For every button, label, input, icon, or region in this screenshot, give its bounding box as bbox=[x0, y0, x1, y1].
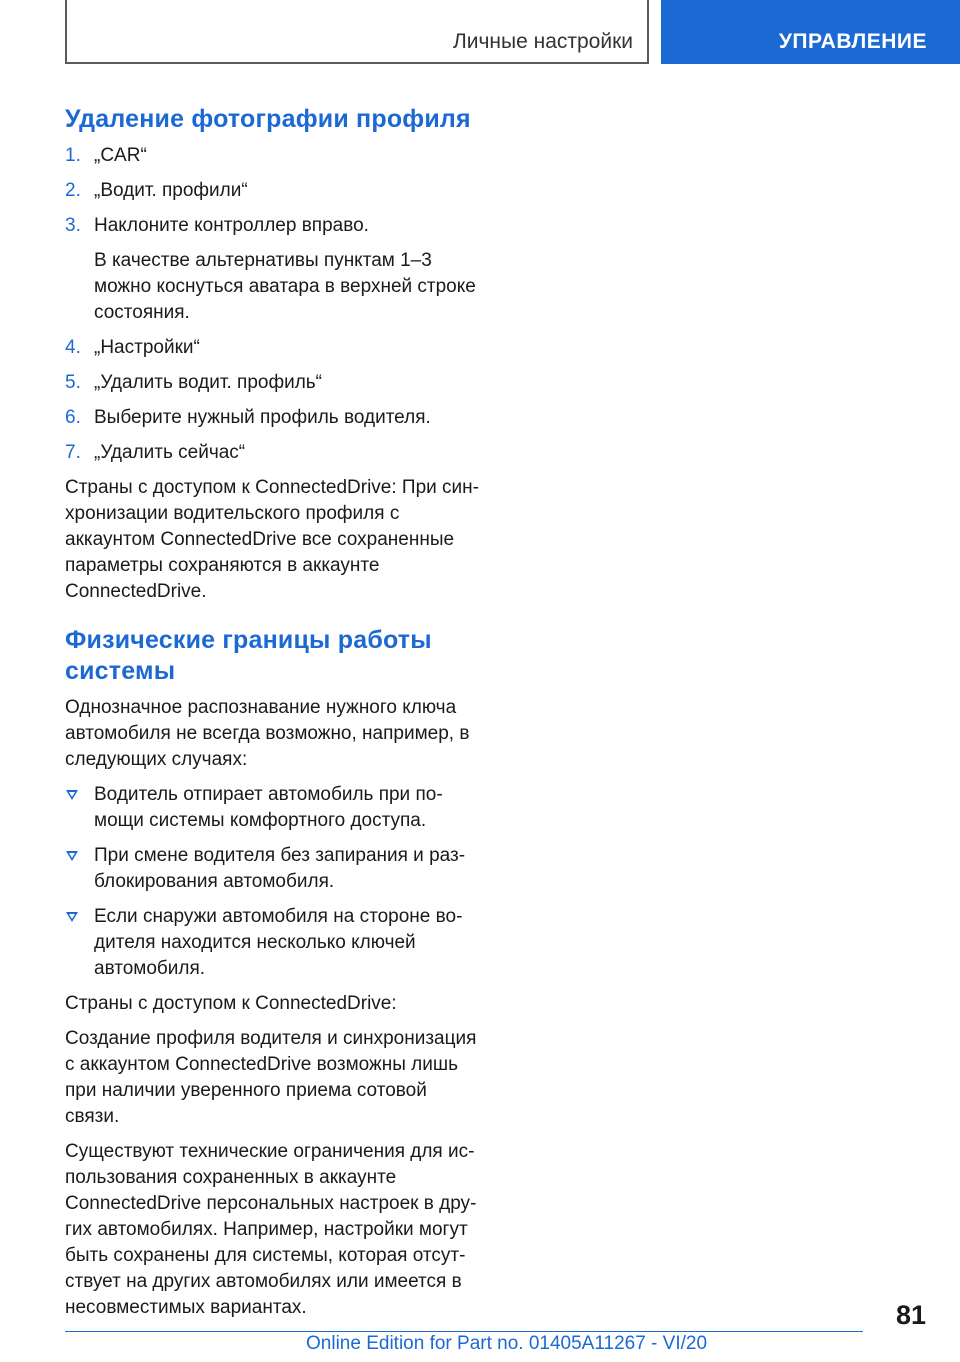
step-text: „Настройки“ bbox=[94, 337, 200, 358]
header-chapter-label: УПРАВЛЕНИЕ bbox=[778, 30, 927, 53]
step-text: Выберите нужный профиль водителя. bbox=[94, 407, 431, 428]
section-title-system-limits: Физические границы работы системы bbox=[65, 626, 432, 685]
triangle-bullet-icon bbox=[66, 851, 78, 861]
step-item bbox=[65, 178, 483, 204]
step-text: „Удалить водит. профиль“ bbox=[94, 372, 323, 393]
limits-bullet-list bbox=[65, 782, 483, 982]
step-number: 7. bbox=[65, 442, 81, 463]
step-text: „Удалить сейчас“ bbox=[94, 442, 246, 463]
bullet-text: Если снаружи автомобиля на стороне водителя находится несколько ключей автомобиля. bbox=[94, 906, 463, 979]
bullet-text: При смене водителя без запирания и разблокирования автомобиля. bbox=[94, 845, 466, 892]
step-number: 6. bbox=[65, 407, 81, 428]
footer-divider bbox=[65, 1331, 863, 1332]
section-title-delete-photo: Удаление фотографии профиля bbox=[65, 105, 471, 133]
step-note: В качестве альтернативы пунктам 1–3 можно коснуться аватара в верхней строке состояния. bbox=[94, 250, 476, 323]
limits-intro-paragraph: Однозначное распознавание нужного ключа автомобиля не всегда возможно, например, в следующих случаях: bbox=[65, 697, 470, 770]
triangle-bullet-icon bbox=[66, 790, 78, 800]
step-item bbox=[65, 143, 483, 169]
step-item bbox=[65, 440, 483, 466]
step-number: 3. bbox=[65, 215, 81, 236]
step-text: „CAR“ bbox=[94, 145, 147, 166]
step-number: 2. bbox=[65, 180, 81, 201]
header-section-label: Личные настройки bbox=[452, 30, 633, 53]
bullet-item bbox=[65, 782, 483, 834]
footer-edition-text: Online Edition for Part no. 01405A11267 - VI/20 bbox=[306, 1333, 708, 1354]
page-content bbox=[65, 104, 483, 1330]
triangle-bullet-icon bbox=[66, 912, 78, 922]
step-item bbox=[65, 213, 483, 326]
steps-list bbox=[65, 143, 483, 466]
header-chapter-tab bbox=[661, 0, 960, 64]
page-number: 81 bbox=[895, 1300, 926, 1330]
step-number: 4. bbox=[65, 337, 81, 358]
connecteddrive-countries-paragraph: Страны с доступом к ConnectedDrive: bbox=[65, 993, 397, 1014]
connecteddrive-sync-paragraph: Страны с доступом к ConnectedDrive: При синхронизации водительского профиля с аккаунтом ConnectedDrive все сохраненные параметры сохраняются в аккаунте ConnectedDrive. bbox=[65, 477, 479, 602]
bullet-item bbox=[65, 843, 483, 895]
header-section-box bbox=[65, 0, 649, 64]
bullet-item bbox=[65, 904, 483, 982]
step-text: Наклоните контроллер вправо. bbox=[94, 215, 369, 236]
step-item bbox=[65, 335, 483, 361]
step-item bbox=[65, 405, 483, 431]
profile-creation-paragraph: Создание профиля водителя и синхронизация с аккаунтом ConnectedDrive возможны лишь при наличии уверенного приема сотовой связи. bbox=[65, 1028, 477, 1127]
step-item bbox=[65, 370, 483, 396]
bullet-text: Водитель отпирает автомобиль при помощи системы комфортного доступа. bbox=[94, 784, 443, 831]
step-text: „Водит. профили“ bbox=[94, 180, 248, 201]
technical-limits-paragraph: Существуют технические ограничения для использования сохраненных в аккаунте ConnectedDrive персональных настроек в других автомобилях. Например, настройки могут быть сохранены для системы, которая отсутствует на других автомобилях или имеется в несовместимых вариантах. bbox=[65, 1141, 477, 1318]
step-number: 5. bbox=[65, 372, 81, 393]
step-number: 1. bbox=[65, 145, 81, 166]
